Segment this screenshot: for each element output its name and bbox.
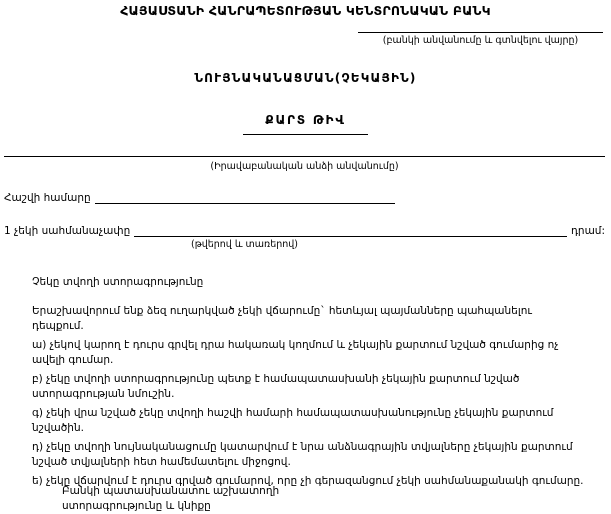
condition-item-b: բ) չեկը տվողի ստորագրությունը պետք է համապատասխանի չեկային քարտում նշված ստորագրության նմուշին.	[32, 373, 520, 400]
check-limit-group	[4, 225, 605, 250]
condition-item-d: դ) չեկը տվողի նույնականացումը կատարվում է նրա անձնագրային տվյալները չեկային քարտում նշված տվյալների հետ համեմատելու միջոցով.	[32, 441, 573, 468]
conditions-body	[32, 304, 586, 494]
account-number-input[interactable]	[95, 192, 395, 204]
check-limit-caption: (թվերով և տառերով)	[190, 239, 299, 250]
currency-suffix-label: դրամ:	[570, 225, 605, 237]
page-title: ՀԱՅԱՍՏԱՆԻ ՀԱՆՐԱՊԵՏՈՒԹՅԱՆ ԿԵՆՏՐՈՆԱԿԱՆ ԲԱՆԿ	[120, 3, 491, 18]
document-subtitle: ՆՈՒՅՆԱԿԱՆԱՑՄԱՆ(ՉԵԿԱՅԻՆ)	[194, 71, 417, 85]
bank-name-field-group	[358, 32, 603, 46]
account-number-row	[4, 192, 605, 204]
legal-entity-rule[interactable]	[4, 156, 605, 157]
conditions-intro: Երաշխավորում ենք ձեզ ուղարկված չեկի վճարումը` հետևյալ պայմանները պահպանելու դեպքում.	[32, 305, 532, 332]
check-limit-label: 1 չեկի սահմանաչափը	[4, 225, 131, 237]
condition-item-a: ա) չեկով կարող է դուրս գրվել դրա հակառակ կողմում և չեկային քարտում նշված գումարից ոչ ավելի գումար.	[32, 339, 559, 366]
legal-entity-caption: (Իրավաբանական անձի անվանումը)	[210, 161, 399, 172]
account-number-label: Հաշվի համարը	[4, 192, 91, 204]
bank-name-rule[interactable]	[358, 32, 603, 33]
condition-item-e: ե) չեկը վճարվում է դուրս գրված գումարով, որը չի գերազանցում չեկի սահմանաքանակի գումարը.	[32, 475, 584, 487]
card-number-heading: ՔԱՐՏ ԹԻՎ	[265, 113, 346, 127]
condition-item-g: գ) չեկի վրա նշված չեկը տվողի հաշվի համարի համապատասխանությունը չեկային քարտում նշվածին.	[32, 407, 554, 434]
card-number-rule[interactable]	[243, 134, 368, 135]
legal-entity-field-group	[4, 156, 605, 172]
bank-officer-footer-line2: ստորագրությունը և կնիքը	[62, 499, 211, 512]
bank-name-caption: (բանկի անվանումը և գտնվելու վայրը)	[382, 35, 579, 46]
check-limit-row	[4, 225, 605, 237]
check-limit-input[interactable]	[134, 225, 567, 237]
bank-officer-footer-line1: Բանկի պատասխանատու աշխատողի	[62, 485, 280, 497]
issuer-signature-label: Չեկը տվողի ստորագրությունը	[32, 276, 204, 288]
bank-officer-footer	[62, 484, 279, 513]
